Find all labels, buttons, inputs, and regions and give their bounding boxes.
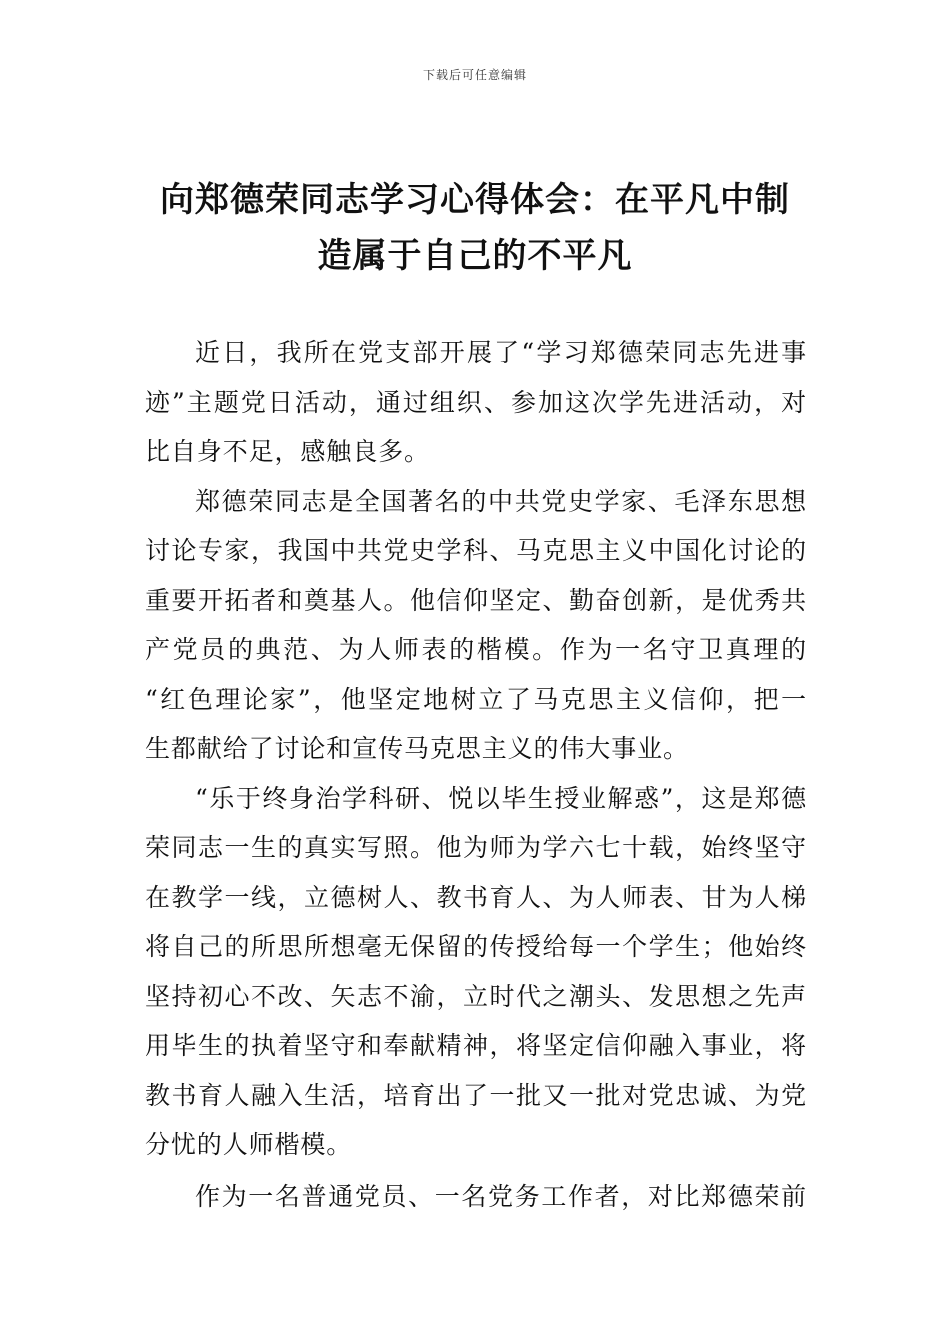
title-line: 向郑德荣同志学习心得体会：在平凡中制 <box>160 180 790 220</box>
paragraph-line: 荣同志一生的真实写照。他为师为学六七十载，始终坚守 <box>145 833 807 862</box>
paragraph-line: 在教学一线，立德树人、教书育人、为人师表、甘为人梯 <box>145 882 807 912</box>
document-title <box>140 172 810 284</box>
paragraph-line: 讨论专家，我国中共党史学科、马克思主义中国化讨论的 <box>145 536 807 565</box>
document-body <box>145 328 807 1221</box>
paragraph-2 <box>145 477 807 774</box>
paragraph-line: “乐于终身治学科研、悦以毕生授业解惑”，这是郑德 <box>195 783 807 813</box>
paragraph-line: 比自身不足，感触良多。 <box>145 437 430 466</box>
paragraph-line: 坚持初心不改、矢志不渝，立时代之潮头、发思想之先声 <box>145 981 807 1011</box>
paragraph-4 <box>145 1172 807 1222</box>
paragraph-line: 分忧的人师楷模。 <box>145 1130 353 1159</box>
paragraph-line: “红色理论家”，他坚定地树立了马克思主义信仰，把一 <box>145 684 807 714</box>
paragraph-1 <box>145 328 807 477</box>
paragraph-line: 将自己的所思所想毫无保留的传授给每一个学生；他始终 <box>145 932 807 961</box>
paragraph-line: 迹”主题党日活动，通过组织、参加这次学先进活动，对 <box>145 387 807 417</box>
paragraph-line: 近日，我所在党支部开展了“学习郑德荣同志先进事 <box>195 338 807 367</box>
paragraph-line: 教书育人融入生活，培育出了一批又一批对党忠诚、为党 <box>145 1080 807 1110</box>
paragraph-line: 重要开拓者和奠基人。他信仰坚定、勤奋创新，是优秀共 <box>145 585 807 615</box>
paragraph-line: 郑德荣同志是全国著名的中共党史学家、毛泽东思想 <box>195 486 807 516</box>
paragraph-3 <box>145 774 807 1170</box>
paragraph-line: 用毕生的执着坚守和奉献精神，将坚定信仰融入事业，将 <box>145 1031 807 1060</box>
paragraph-line: 产党员的典范、为人师表的楷模。作为一名守卫真理的 <box>145 635 807 664</box>
title-line: 造属于自己的不平凡 <box>317 236 633 276</box>
header-note: 下载后可任意编辑 <box>422 68 527 82</box>
paragraph-line: 生都献给了讨论和宣传马克思主义的伟大事业。 <box>145 734 689 763</box>
paragraph-line: 作为一名普通党员、一名党务工作者，对比郑德荣前 <box>195 1181 807 1211</box>
